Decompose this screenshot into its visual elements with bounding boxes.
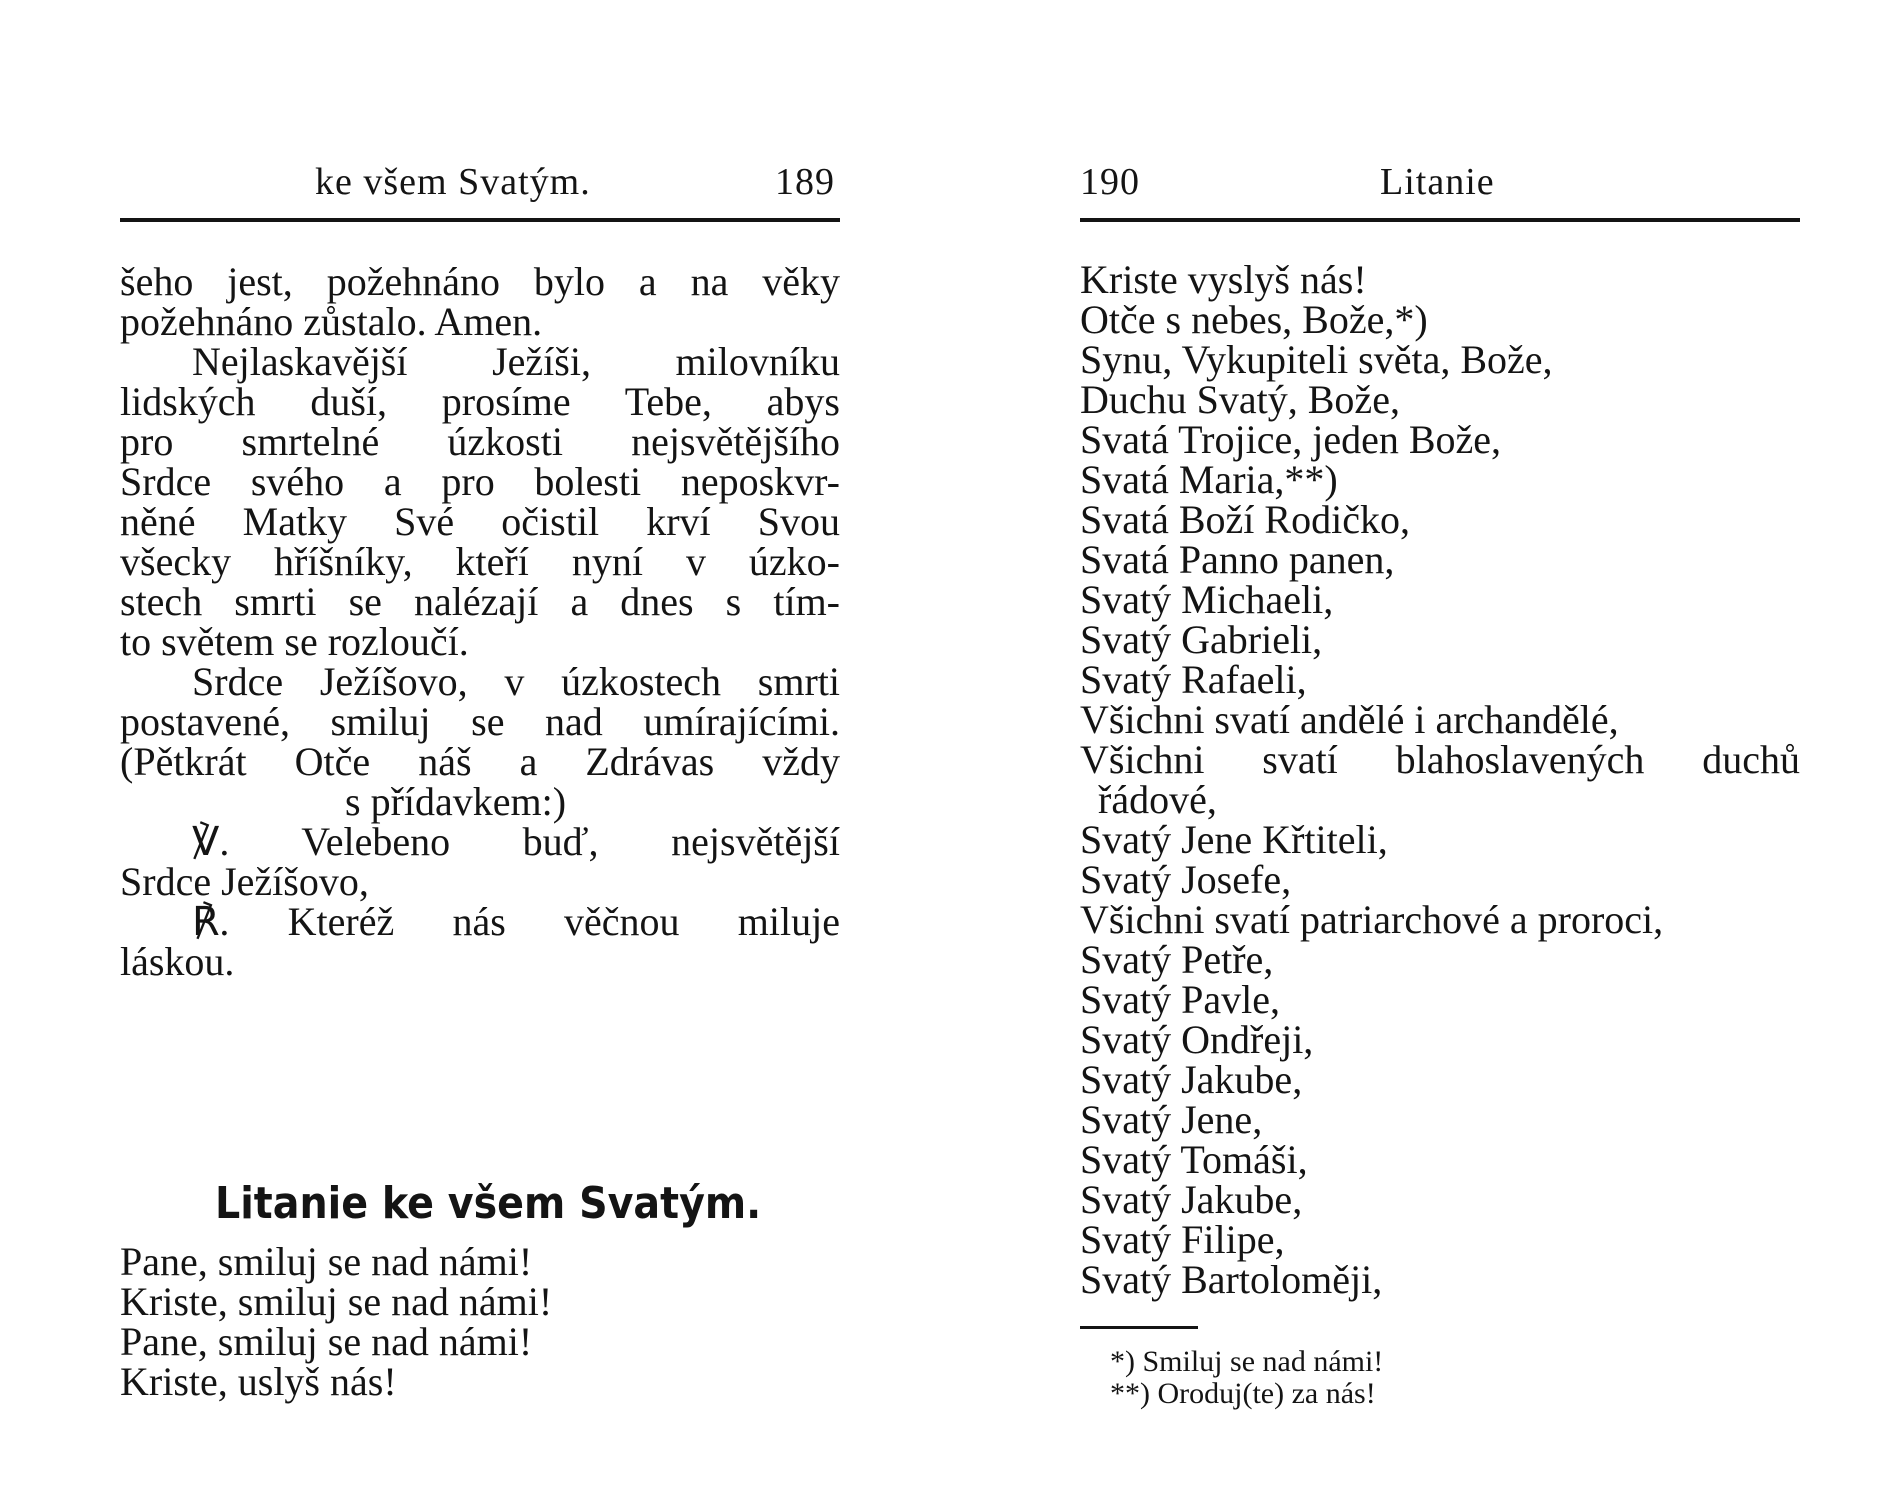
text-line: všecky hříšníky, kteří nyní v úzko- [120, 539, 840, 584]
text-line: Kriste, uslyš nás! [120, 1359, 397, 1404]
invocation-line: Otče s nebes, Bože,*) [1080, 297, 1428, 342]
invocation-line: Svatý Bartoloměji, [1080, 1257, 1383, 1302]
text-line: ℟. Kteréž nás věčnou miluje [192, 899, 840, 944]
text-line: Srdce Ježíšovo, v úzkostech smrti [192, 659, 840, 704]
instruction [120, 739, 840, 824]
invocation-line: Svatý Jakube, [1080, 1057, 1303, 1102]
paragraph-1 [120, 259, 840, 344]
invocation-line: Svatý Filipe, [1080, 1217, 1285, 1262]
paragraph-3 [120, 659, 840, 744]
invocation-line: Svatá Maria,**) [1080, 457, 1338, 502]
text-line: Srdce Ježíšovo, [120, 859, 369, 904]
text-line: ℣. Velebeno buď, nejsvětější [192, 819, 840, 864]
invocation-line: Všichni svatí andělé i archandělé, [1080, 697, 1619, 742]
litany-opening [120, 1239, 553, 1404]
footnote: **) Oroduj(te) za nás! [1110, 1377, 1376, 1410]
text-line: Nejlaskavější Ježíši, milovníku [192, 339, 840, 384]
litany-heading: Litanie ke všem Svatým. [215, 1178, 762, 1229]
invocation-line: Svatý Pavle, [1080, 977, 1280, 1022]
versicle [120, 819, 840, 904]
response [120, 899, 840, 984]
invocation-line: Svatý Rafaeli, [1080, 657, 1307, 702]
invocation-line: Všichni svatí blahoslavených duchů [1080, 737, 1800, 782]
invocation-line: Svatý Jene, [1080, 1097, 1263, 1142]
invocation-line: Svatá Trojice, jeden Bože, [1080, 417, 1502, 462]
invocation-line: Duchu Svatý, Bože, [1080, 377, 1400, 422]
invocation-line: řádové, [1098, 777, 1217, 822]
litany-invocations [1080, 257, 1800, 1302]
text-line: šeho jest, požehnáno bylo a na věky [120, 259, 840, 304]
invocation-line: Svatý Ondřeji, [1080, 1017, 1314, 1062]
invocation-line: Kriste vyslyš nás! [1080, 257, 1367, 302]
invocation-line: Svatý Jakube, [1080, 1177, 1303, 1222]
footnote-rule [1080, 1326, 1198, 1329]
text-line: požehnáno zůstalo. Amen. [120, 299, 543, 344]
text-line: Srdce svého a pro bolesti neposkvr- [120, 459, 840, 504]
text-line: (Pětkrát Otče náš a Zdrávas vždy [120, 739, 840, 784]
text-line: stech smrti se nalézají a dnes s tím- [120, 579, 840, 624]
text-line: to světem se rozloučí. [120, 619, 469, 664]
text-line: láskou. [120, 939, 235, 984]
text-line: Kriste, smiluj se nad námi! [120, 1279, 553, 1324]
invocation-line: Svatý Josefe, [1080, 857, 1292, 902]
text-line: s přídavkem:) [345, 779, 567, 824]
invocation-line: Svatá Boží Rodičko, [1080, 497, 1410, 542]
invocation-line: Synu, Vykupiteli světa, Bože, [1080, 337, 1553, 382]
invocation-line: Svatý Petře, [1080, 937, 1274, 982]
header-rule-left [120, 218, 840, 222]
left-body [120, 259, 840, 984]
invocation-line: Všichni svatí patriarchové a proroci, [1080, 897, 1664, 942]
footnote: *) Smiluj se nad námi! [1110, 1345, 1384, 1378]
page-number-right: 190 [1080, 161, 1140, 203]
text-line: Pane, smiluj se nad námi! [120, 1319, 533, 1364]
text-line: postavené, smiluj se nad umírajícími. [120, 699, 840, 744]
text-line: lidských duší, prosíme Tebe, abys [120, 379, 840, 424]
header-rule-right [1080, 218, 1800, 222]
invocation-line: Svatá Panno panen, [1080, 537, 1395, 582]
text-line: Pane, smiluj se nad námi! [120, 1239, 533, 1284]
text-line: pro smrtelné úzkosti nejsvětějšího [120, 419, 840, 464]
invocation-line: Svatý Jene Křtiteli, [1080, 817, 1388, 862]
running-title-left: ke všem Svatým. [315, 161, 591, 203]
invocation-line: Svatý Gabrieli, [1080, 617, 1323, 662]
paragraph-2 [120, 339, 840, 664]
invocation-line: Svatý Tomáši, [1080, 1137, 1308, 1182]
text-line: něné Matky Své očistil krví Svou [120, 499, 840, 544]
running-title-right: Litanie [1380, 161, 1495, 203]
invocation-line: Svatý Michaeli, [1080, 577, 1334, 622]
page-number-left: 189 [775, 161, 835, 203]
